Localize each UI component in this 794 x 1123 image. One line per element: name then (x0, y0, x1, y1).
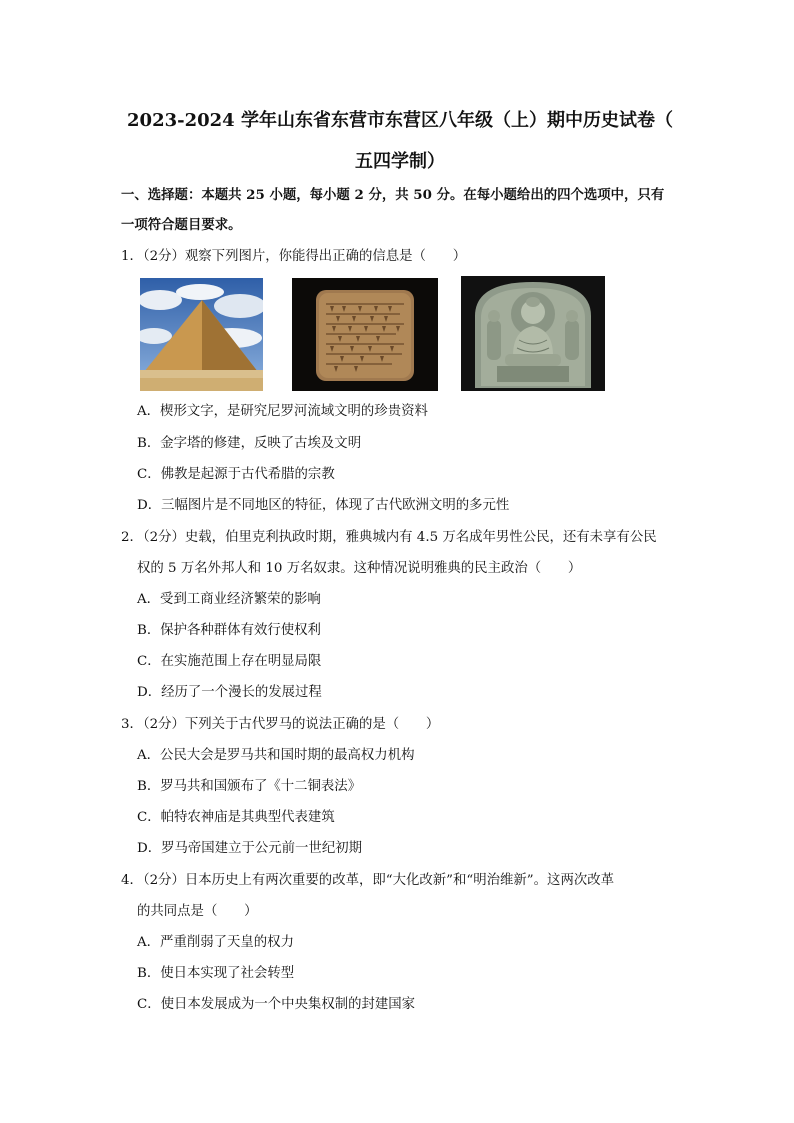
question-1-stem: 1．（2分）观察下列图片，你能得出正确的信息是（ ） (121, 249, 467, 264)
question-1-option-b: B．金字塔的修建，反映了古埃及文明 (137, 436, 362, 451)
question-4-stem-continued: 的共同点是（ ） (137, 904, 258, 919)
question-4-option-a: A．严重削弱了天皇的权力 (137, 935, 294, 950)
question-1-option-a: A．楔形文字，是研究尼罗河流域文明的珍贵资料 (137, 404, 428, 419)
cuneiform-tablet-photo (292, 278, 438, 391)
question-4-stem: 4．（2分）日本历史上有两次重要的改革，即“大化改新”和“明治维新”。这两次改革 (121, 873, 615, 888)
question-2-stem: 2．（2分）史载，伯里克利执政时期，雅典城内有 4.5 万名成年男性公民，还有未享有公民 (121, 530, 657, 545)
buddha-relief-photo (461, 276, 605, 391)
question-1-option-c: C．佛教是起源于古代希腊的宗教 (137, 467, 335, 482)
question-1-option-d: D．三幅图片是不同地区的特征，体现了古代欧洲文明的多元性 (137, 498, 510, 513)
question-3-option-c: C．帕特农神庙是其典型代表建筑 (137, 810, 335, 825)
question-3-option-b: B．罗马共和国颁布了《十二铜表法》 (137, 779, 362, 794)
exam-title-continued: 五四学制） (355, 151, 445, 172)
question-4-option-c: C．使日本发展成为一个中央集权制的封建国家 (137, 997, 416, 1012)
section-heading: 一、选择题：本题共 25 小题，每小题 2 分，共 50 分。在每小题给出的四个选项中，只有 (121, 187, 665, 203)
question-2-option-b: B．保护各种群体有效行使权利 (137, 623, 321, 638)
question-2-option-c: C．在实施范围上存在明显局限 (137, 654, 322, 669)
pyramid-photo (140, 278, 263, 391)
exam-title: 2023-2024 学年山东省东营市东营区八年级（上）期中历史试卷（ (127, 110, 673, 131)
question-2-option-d: D．经历了一个漫长的发展过程 (137, 685, 322, 700)
question-3-option-a: A．公民大会是罗马共和国时期的最高权力机构 (137, 748, 415, 763)
question-3-stem: 3．（2分）下列关于古代罗马的说法正确的是（ ） (121, 717, 440, 732)
question-2-option-a: A．受到工商业经济繁荣的影响 (137, 592, 321, 607)
question-2-stem-continued: 权的 5 万名外邦人和 10 万名奴隶。这种情况说明雅典的民主政治（ ） (137, 561, 582, 576)
question-3-option-d: D．罗马帝国建立于公元前一世纪初期 (137, 841, 362, 856)
section-heading-continued: 一项符合题目要求。 (121, 217, 242, 233)
question-4-option-b: B．使日本实现了社会转型 (137, 966, 295, 981)
